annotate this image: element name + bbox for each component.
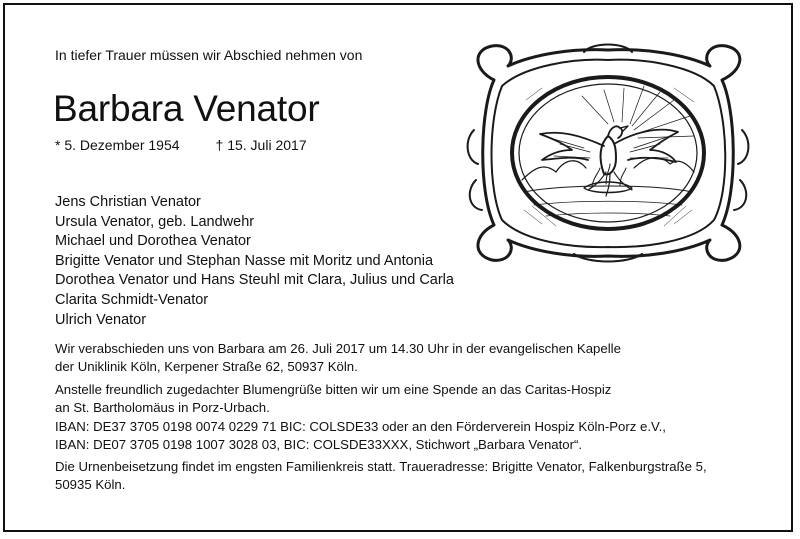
intro-text: In tiefer Trauer müssen wir Abschied nehmen von [55,47,363,63]
paragraph-line: an St. Bartholomäus in Porz-Urbach. [55,400,270,415]
mourner: Jens Christian Venator [55,194,201,210]
mourner: Ursula Venator, geb. Landwehr [55,213,255,230]
mourner: Dorothea Venator und Hans Steuhl mit Clara, Julius und Carla [55,272,454,289]
mourner: Michael und Dorothea Venator [55,233,251,250]
deceased-name: Barbara Venator [53,88,320,129]
paragraph-line: Die Urnenbeisetzung findet im engsten Familienkreis statt. Traueradresse: Brigitte Venator, Falkenburgstraße 5, [55,459,707,474]
paragraph-line: 50935 Köln. [55,477,126,492]
death-date: † 15. Juli 2017 [215,137,307,153]
paragraph-line: der Uniklinik Köln, Kerpener Straße 62, 50937 Köln. [55,359,358,374]
paragraph-line: Wir verabschieden uns von Barbara am 26. Juli 2017 um 14.30 Uhr in der evangelischen Kapelle [55,341,621,356]
mourner: Ulrich Venator [55,311,147,328]
birth-date: * 5. Dezember 1954 [55,137,180,153]
mourner: Clarita Schmidt-Venator [55,291,209,308]
paragraph-line: IBAN: DE07 3705 0198 1007 3028 03, BIC: COLSDE33XXX, Stichwort „Barbara Venator“. [55,437,583,452]
life-dates [55,137,307,153]
mourner: Brigitte Venator und Stephan Nasse mit Moritz und Antonia [55,252,434,269]
paragraph-line: Anstelle freundlich zugedachter Blumengrüße bitten wir um eine Spende an das Caritas-Hospiz [55,382,612,397]
farewell-paragraph [55,340,621,376]
burial-paragraph [55,458,707,494]
phoenix-cartouche-icon [464,40,752,265]
paragraph-line: IBAN: DE37 3705 0198 0074 0229 71 BIC: COLSDE33 oder an den Förderverein Hospiz Köln-Porz e.V., [55,419,666,434]
bank-details [55,418,666,454]
mourners-list [55,193,454,330]
donation-paragraph [55,381,611,417]
